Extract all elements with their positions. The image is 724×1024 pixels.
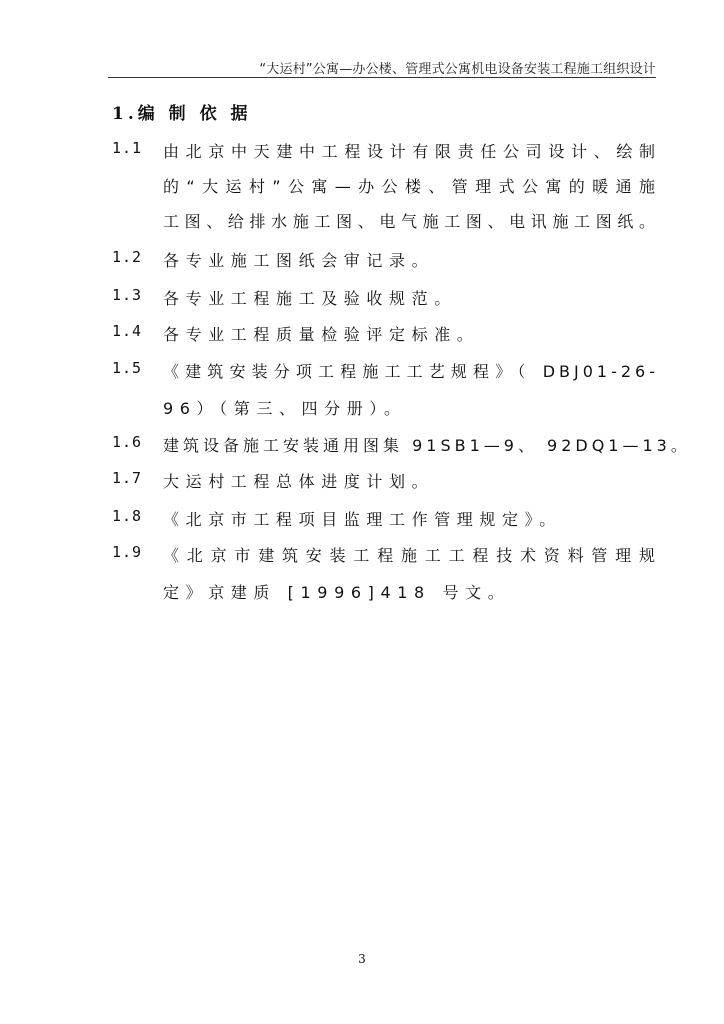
item-number: 1.2 bbox=[112, 248, 143, 266]
item-number: 1.6 bbox=[112, 433, 143, 451]
item-text-line: 各专业施工图纸会审记录。 bbox=[163, 251, 435, 270]
page-header-title: “大运村”公寓—办公楼、管理式公寓机电设备安装工程施工组织设计 bbox=[259, 62, 656, 77]
item-text-line: 大运村工程总体进度计划。 bbox=[163, 472, 435, 491]
item-text-line: 各专业工程施工及验收规范。 bbox=[163, 289, 457, 308]
item-text-line: 工图、给排水施工图、电气施工图、电讯施工图纸。 bbox=[163, 212, 659, 231]
item-number: 1.7 bbox=[112, 469, 143, 487]
item-text-line: 96）（第三、四分册）。 bbox=[163, 399, 407, 418]
item-number: 1.4 bbox=[112, 322, 143, 340]
item-number: 1.3 bbox=[112, 286, 143, 304]
item-text-line: 《北京市工程项目监理工作管理规定》。 bbox=[163, 510, 562, 529]
header-rule bbox=[108, 77, 656, 78]
item-text-line: 的“大运村”公寓—办公楼、管理式公寓的暖通施 bbox=[163, 177, 659, 196]
item-number: 1.8 bbox=[112, 507, 143, 525]
item-text-line: 建筑设备施工安装通用图集 91SB1—9、 92DQ1—13。 bbox=[163, 436, 691, 455]
item-number: 1.9 bbox=[112, 543, 143, 561]
item-text-line: 由北京中天建中工程设计有限责任公司设计、绘制 bbox=[163, 142, 659, 161]
item-text-line: 各专业工程质量检验评定标准。 bbox=[163, 325, 480, 344]
section-title: 1.编 制 依 据 bbox=[112, 104, 252, 124]
item-text-line: 《建筑安装分项工程施工工艺规程》（ DBJ01-26- bbox=[163, 362, 659, 381]
page-number: 3 bbox=[358, 952, 366, 966]
item-text-line: 《北京市建筑安装工程施工工程技术资料管理规 bbox=[163, 546, 659, 565]
item-number: 1.5 bbox=[112, 359, 143, 377]
item-number: 1.1 bbox=[112, 139, 143, 157]
item-text-line: 定》京建质 [1996]418 号文。 bbox=[163, 583, 511, 602]
